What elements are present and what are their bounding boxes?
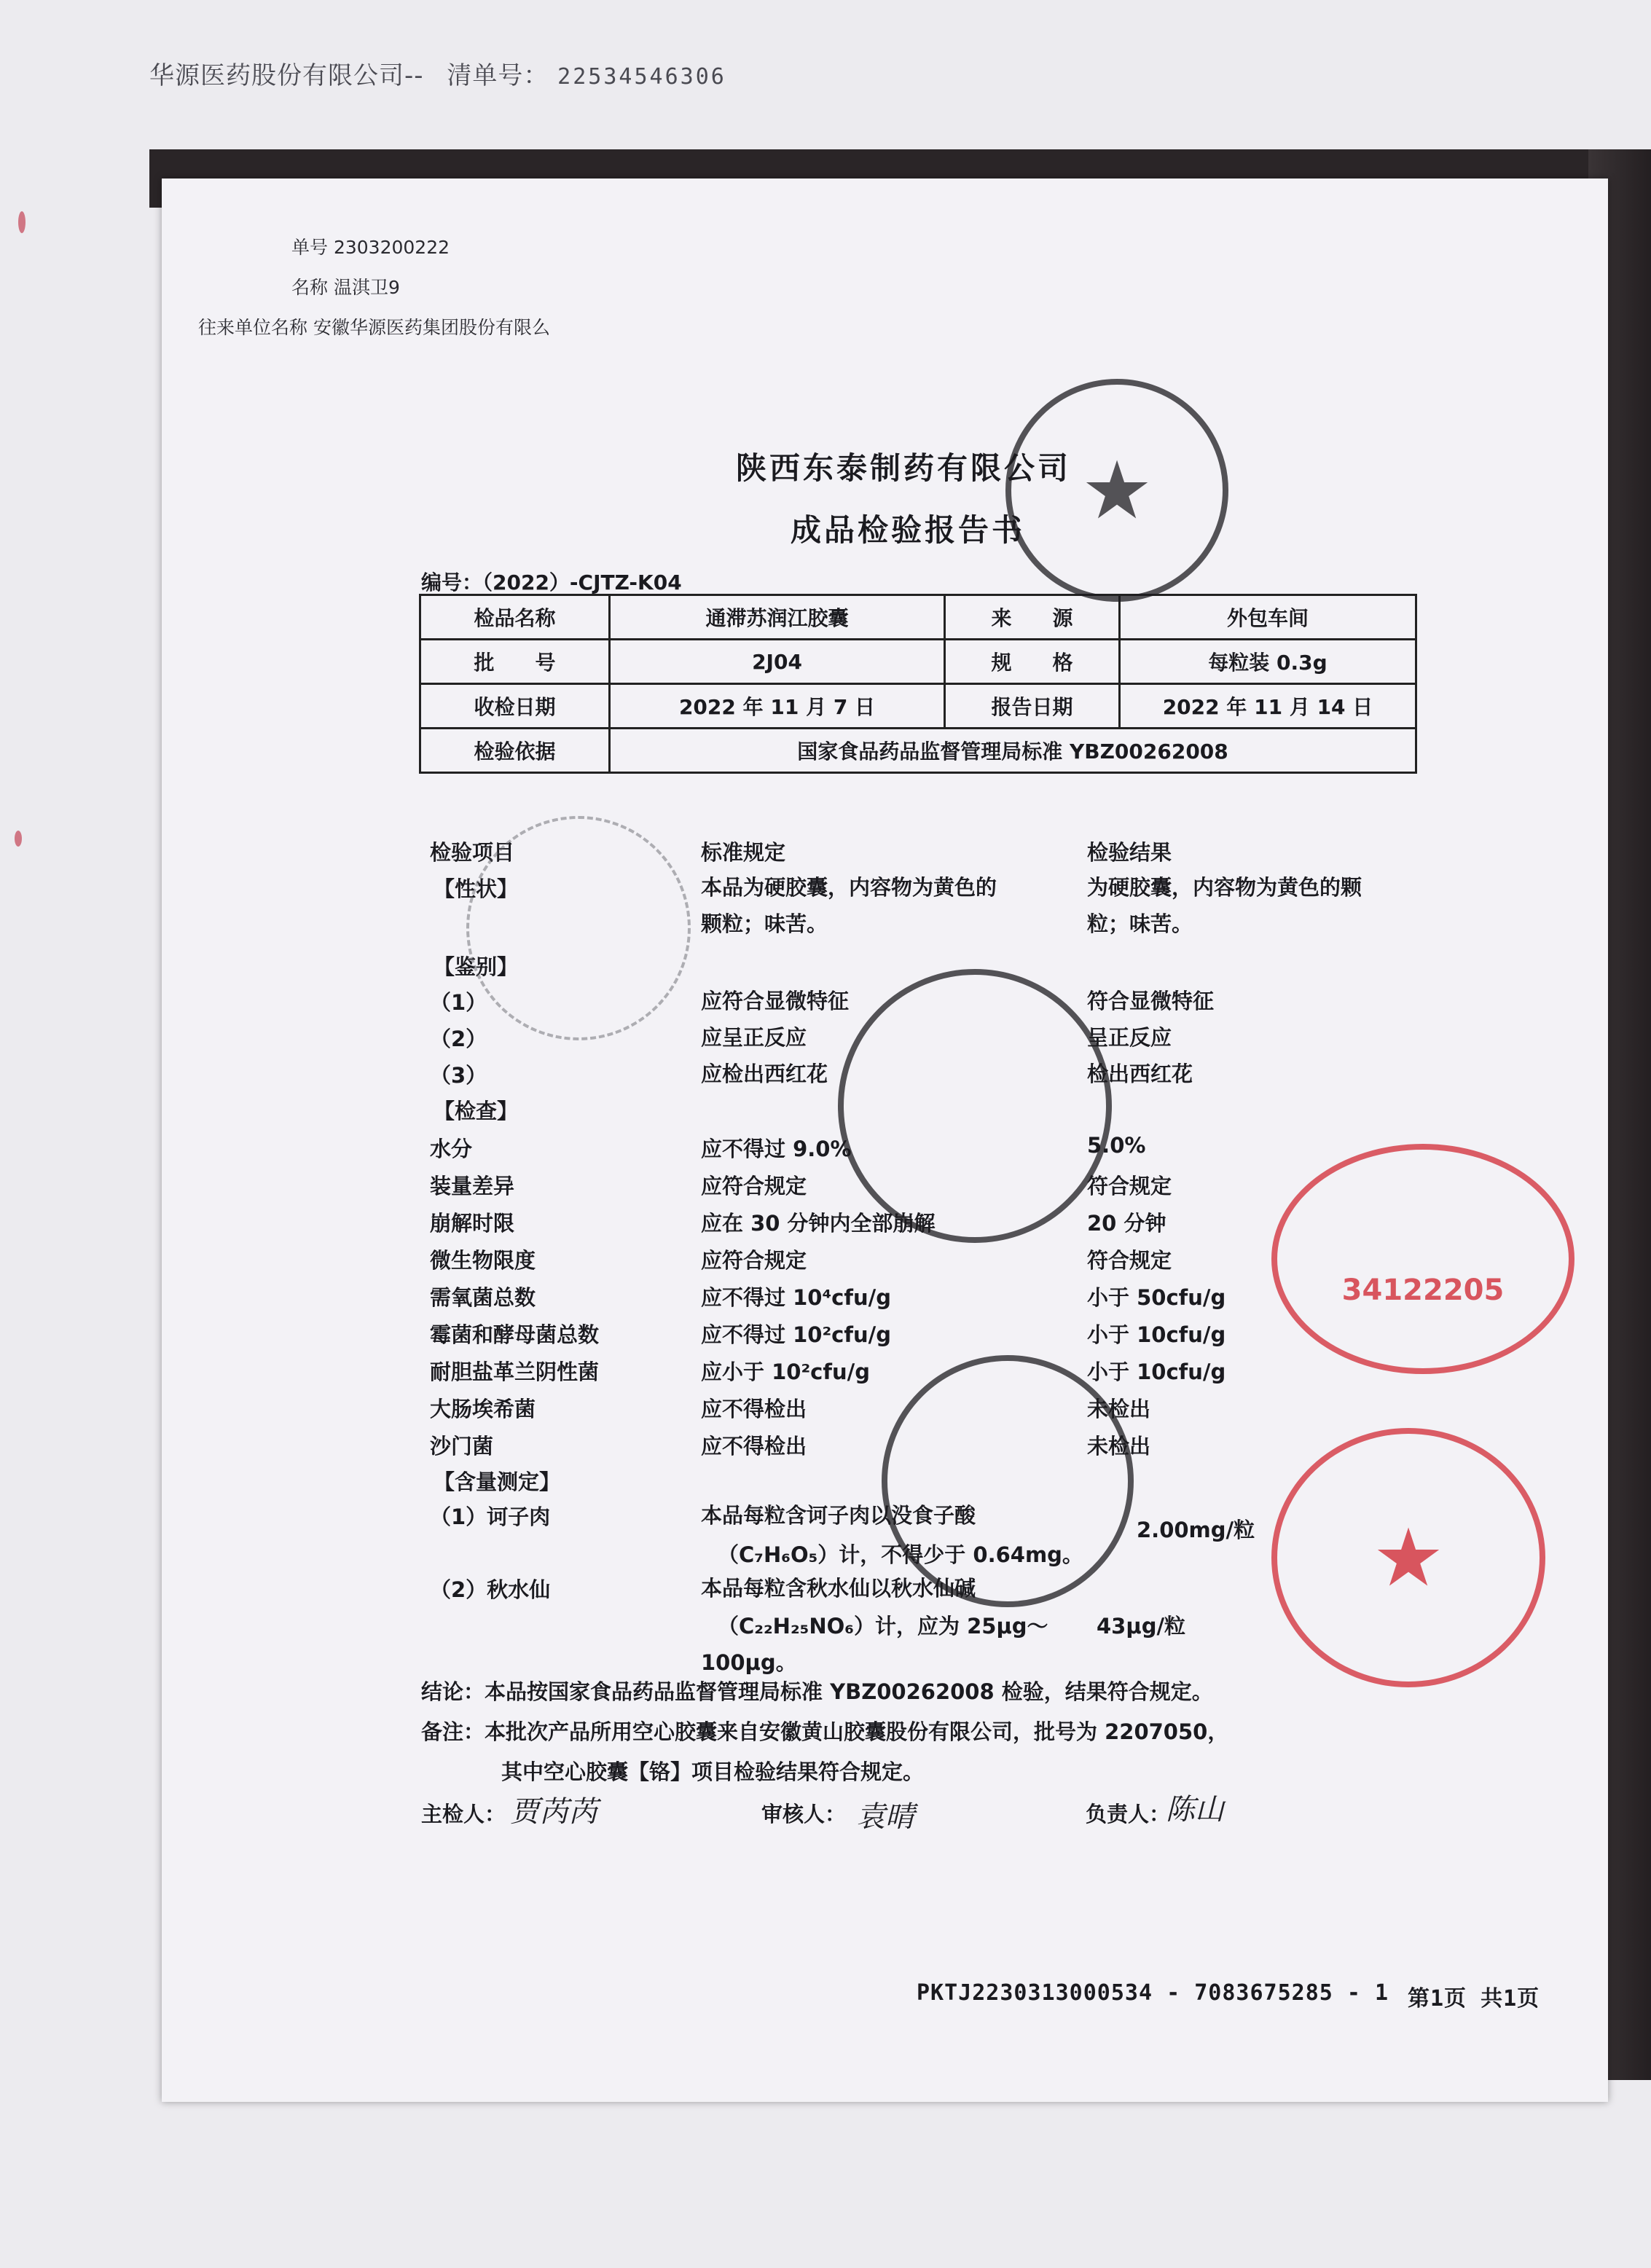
result-cell: 未检出 xyxy=(1087,1397,1151,1421)
standard-cell: 应在 30 分钟内全部崩解 xyxy=(701,1211,936,1236)
col-standard-header: 标准规定 xyxy=(701,840,786,865)
result-cell: 符合规定 xyxy=(1087,1248,1172,1273)
list-number: 22534546306 xyxy=(557,64,726,90)
standard-cell: 应不得过 10⁴cfu/g xyxy=(701,1285,891,1310)
standard-cell: 应符合规定 xyxy=(701,1248,807,1273)
item-name: （2） xyxy=(430,1027,487,1051)
standard-cell: 应符合显微特征 xyxy=(701,989,850,1013)
result-cell: 检出西红花 xyxy=(1087,1062,1193,1086)
result-cell: 小于 50cfu/g xyxy=(1087,1285,1226,1310)
item-name: 耐胆盐革兰阴性菌 xyxy=(430,1359,600,1384)
result-cell: 2.00mg/粒 xyxy=(1137,1518,1255,1542)
footer-code: PKTJ2230313000534 - 7083675285 - 1 xyxy=(917,1980,1389,2006)
reviewer-signature: 袁晴 xyxy=(856,1800,914,1834)
item-name: 崩解时限 xyxy=(430,1211,515,1236)
responsible-signature: 陈山 xyxy=(1166,1793,1224,1826)
received-value: 2022 年 11 月 7 日 xyxy=(610,684,945,729)
responsible-label: 负责人： xyxy=(1086,1802,1171,1826)
standard-cell: （C₇H₆O₅）计，不得少于 0.64mg。 xyxy=(718,1542,1083,1567)
standard-cell: 应检出西红花 xyxy=(701,1062,828,1086)
source-value: 外包车间 xyxy=(1120,595,1416,640)
qa-seal xyxy=(838,969,1112,1243)
faded-seal xyxy=(466,816,691,1040)
report-title: 成品检验报告书 xyxy=(791,512,1026,548)
section-title: 【性状】 xyxy=(434,876,519,901)
list-label: 清单号： xyxy=(447,61,549,90)
report-company: 陕西东泰制药有限公司 xyxy=(736,450,1072,486)
product-value: 通滞苏润江胶囊 xyxy=(610,595,945,640)
remark-line-2: 其中空心胶囊【铬】项目检验结果符合规定。 xyxy=(501,1759,925,1784)
standard-cell: 应符合规定 xyxy=(701,1174,807,1198)
item-name: 大肠埃希菌 xyxy=(430,1397,536,1421)
item-name: 霉菌和酵母菌总数 xyxy=(430,1322,600,1347)
standard-cell: 应呈正反应 xyxy=(701,1025,807,1050)
section-title: 【含量测定】 xyxy=(434,1470,561,1494)
item-name: （2）秋水仙 xyxy=(430,1577,551,1602)
reviewer-label: 审核人： xyxy=(761,1802,847,1826)
result-cell: 小于 10cfu/g xyxy=(1087,1322,1226,1347)
item-name: 装量差异 xyxy=(430,1174,515,1198)
result-cell: 43μg/粒 xyxy=(1097,1614,1186,1639)
standard-cell: 颗粒；味苦。 xyxy=(701,911,828,936)
star-icon: ★ xyxy=(1081,444,1153,537)
col-item-header: 检验项目 xyxy=(430,840,515,865)
inspector-label: 主检人： xyxy=(421,1802,506,1826)
standard-cell: （C₂₂H₂₅NO₆）计，应为 25μg～ xyxy=(718,1614,1048,1639)
standard-cell: 应不得过 10²cfu/g xyxy=(701,1322,891,1347)
standard-cell: 应小于 10²cfu/g xyxy=(701,1359,870,1384)
item-name: 沙门菌 xyxy=(430,1434,494,1459)
item-name: （1）诃子肉 xyxy=(430,1504,551,1529)
remark-line-1: 备注：本批次产品所用空心胶囊来自安徽黄山胶囊股份有限公司，批号为 2207050， xyxy=(421,1719,1229,1744)
inspector-signature: 贾芮芮 xyxy=(510,1795,597,1829)
standard-cell: 本品为硬胶囊，内容物为黄色的 xyxy=(701,875,997,900)
standard-cell: 应不得检出 xyxy=(701,1434,807,1459)
item-name: （3） xyxy=(430,1063,487,1088)
source-label: 来 源 xyxy=(945,595,1120,640)
header-line xyxy=(149,55,726,91)
standard-cell: 本品每粒含诃子肉以没食子酸 xyxy=(701,1503,976,1528)
header-company: 华源医药股份有限公司-- xyxy=(149,61,424,90)
section-title: 【鉴别】 xyxy=(434,954,519,979)
standard-cell: 100μg。 xyxy=(701,1650,797,1675)
product-label: 检品名称 xyxy=(420,595,610,640)
batch-label: 批 号 xyxy=(420,640,610,684)
ink-speck xyxy=(15,831,22,847)
received-label: 收检日期 xyxy=(420,684,610,729)
result-cell: 粒；味苦。 xyxy=(1087,911,1193,936)
result-cell: 呈正反应 xyxy=(1087,1025,1172,1050)
conclusion: 结论：本品按国家食品药品监督管理局标准 YBZ00262008 检验，结果符合规定。 xyxy=(421,1679,1213,1704)
item-name: 水分 xyxy=(430,1137,473,1161)
basis-value: 国家食品药品监督管理局标准 YBZ00262008 xyxy=(610,729,1416,773)
huayuan-code: 34122205 xyxy=(1341,1274,1505,1307)
result-cell: 符合规定 xyxy=(1087,1174,1172,1198)
item-name: 微生物限度 xyxy=(430,1248,536,1273)
section-title: 【检查】 xyxy=(434,1099,519,1123)
product-name: 名称 温淇卫9 xyxy=(291,277,400,298)
result-cell: 20 分钟 xyxy=(1087,1211,1166,1236)
result-cell: 未检出 xyxy=(1087,1434,1151,1459)
result-cell: 为硬胶囊，内容物为黄色的颗 xyxy=(1087,875,1362,900)
standard-cell: 本品每粒含秋水仙以秋水仙碱 xyxy=(701,1576,976,1601)
order-number: 单号 2303200222 xyxy=(291,237,450,258)
item-name: （1） xyxy=(430,990,487,1015)
report-number: 编号：（2022）-CJTZ-K04 xyxy=(421,570,682,595)
report-date-value: 2022 年 11 月 14 日 xyxy=(1120,684,1416,729)
huayuan-seal xyxy=(1271,1144,1574,1374)
partner-unit: 往来单位名称 安徽华源医药集团股份有限么 xyxy=(198,317,550,338)
batch-value: 2J04 xyxy=(610,640,945,684)
result-cell: 符合显微特征 xyxy=(1087,989,1215,1013)
item-name: 需氧菌总数 xyxy=(430,1285,536,1310)
yaoye-seal xyxy=(882,1355,1134,1607)
report-date-label: 报告日期 xyxy=(945,684,1120,729)
star-icon: ★ xyxy=(1372,1511,1445,1604)
jiangsu-seal xyxy=(1271,1428,1545,1687)
result-cell: 小于 10cfu/g xyxy=(1087,1359,1226,1384)
info-table xyxy=(419,594,1417,774)
result-cell: 5.0% xyxy=(1087,1133,1146,1158)
standard-cell: 应不得过 9.0% xyxy=(701,1137,852,1161)
standard-cell: 应不得检出 xyxy=(701,1397,807,1421)
footer-page: 第1页 共1页 xyxy=(1408,1986,1540,2012)
spec-value: 每粒装 0.3g xyxy=(1120,640,1416,684)
ink-speck xyxy=(18,211,26,233)
spec-label: 规 格 xyxy=(945,640,1120,684)
company-seal xyxy=(1005,379,1228,602)
basis-label: 检验依据 xyxy=(420,729,610,773)
col-result-header: 检验结果 xyxy=(1087,840,1172,865)
